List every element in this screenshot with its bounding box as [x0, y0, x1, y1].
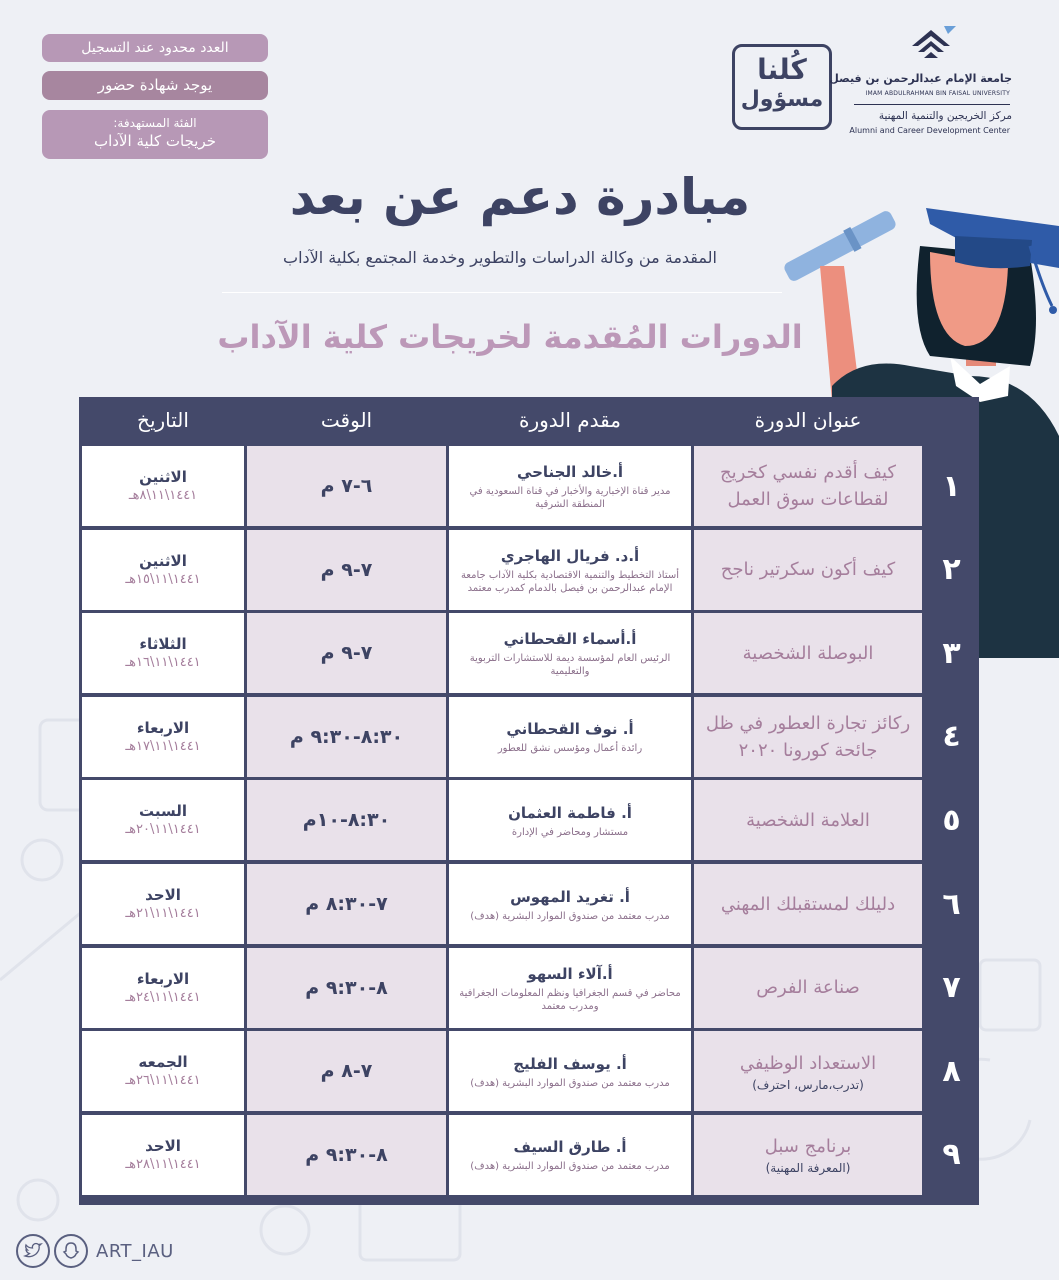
- presenter-role: الرئيس العام لمؤسسة ديمة للاستشارات التربوية والتعليمية: [469, 653, 671, 678]
- course-hijri-date: ١٤٤١\١١\٢٦هـ: [125, 1073, 201, 1089]
- course-title-cell: [694, 613, 922, 693]
- university-name-ar: جامعة الإمام عبدالرحمن بن فيصل: [829, 72, 1012, 85]
- course-hijri-date: ١٤٤١\١١\١٦هـ: [125, 655, 201, 671]
- twitter-icon[interactable]: [16, 1234, 50, 1268]
- presenter-cell: [449, 613, 691, 693]
- course-note: (المعرفة المهنية): [765, 1161, 851, 1176]
- course-title: كيف أكون سكرتير ناجح: [720, 559, 896, 581]
- social-handle[interactable]: ART_IAU: [96, 1240, 174, 1262]
- course-time: ٧-٨ م: [320, 1060, 373, 1083]
- row-number: ٦: [942, 886, 961, 922]
- center-name-en: Alumni and Career Development Center: [849, 126, 1010, 135]
- presenter-name: أ. نوف القحطاني: [506, 720, 634, 739]
- header-date: التاريخ: [137, 408, 189, 432]
- table-row: [79, 446, 979, 526]
- time-cell: [247, 446, 446, 526]
- row-number: ٥: [942, 802, 961, 838]
- presenter-name: أ. طارق السيف: [513, 1138, 627, 1157]
- table-row: [79, 613, 979, 693]
- slogan-line-2: مسؤول: [740, 87, 824, 112]
- divider: [222, 292, 782, 293]
- time-cell: [247, 780, 446, 860]
- header-presenter: مقدم الدورة: [518, 408, 621, 432]
- table-row: [79, 780, 979, 860]
- course-time: ٧-٨:٣٠ م: [305, 893, 388, 915]
- time-cell: [247, 530, 446, 610]
- date-cell: [82, 613, 244, 693]
- course-title: العلامة الشخصية: [746, 809, 870, 831]
- time-cell: [247, 1031, 446, 1111]
- course-day: الاربعاء: [136, 969, 190, 988]
- certificate-pill: يوجد شهادة حضور: [42, 71, 268, 100]
- course-day: السبت: [138, 802, 188, 821]
- course-day: الاربعاء: [136, 718, 190, 737]
- courses-table: [79, 397, 979, 1205]
- slogan-line-1: كُلنا: [757, 53, 807, 86]
- course-title: ركائز تجارة العطور في ظل جائحة كورونا ٢٠٢٠: [705, 712, 911, 761]
- table-row: [79, 530, 979, 610]
- presenter-role: مدير قناة الإخبارية والأخبار في قناة السعودية في المنطقة الشرقية: [469, 486, 671, 510]
- date-cell: [82, 697, 244, 777]
- course-day: الاحد: [145, 1136, 181, 1155]
- course-title-cell: [694, 948, 922, 1028]
- header-title: عنوان الدورة: [754, 408, 862, 432]
- course-day: الاحد: [145, 886, 181, 904]
- university-emblem-icon: [904, 24, 958, 68]
- center-name-ar: مركز الخريجين والتنمية المهنية: [878, 110, 1012, 122]
- presenter-cell: [449, 446, 691, 526]
- course-hijri-date: ١٤٤١\١١\١٥هـ: [125, 571, 201, 587]
- time-cell: [247, 697, 446, 777]
- course-day: الاثنين: [139, 468, 187, 486]
- presenter-name: أ. يوسف الفليج: [513, 1054, 627, 1073]
- page-subtitle: المقدمة من وكالة الدراسات والتطوير وخدمة المجتمع بكلية الآداب: [283, 248, 717, 267]
- presenter-cell: [449, 1115, 691, 1195]
- row-number: ٣: [942, 635, 961, 671]
- course-title-cell: [694, 864, 922, 944]
- audience-label: الفئة المستهدفة:: [113, 116, 197, 130]
- course-hijri-date: ١٤٤١\١١\٢٨هـ: [125, 1156, 201, 1172]
- course-title: كيف أقدم نفسي كخريج لقطاعات سوق العمل: [720, 462, 896, 510]
- table-row: [79, 697, 979, 777]
- presenter-name: أ.خالد الجناحي: [516, 463, 624, 481]
- presenter-role: مدرب معتمد من صندوق الموارد البشرية (هدف): [470, 1077, 670, 1089]
- course-day: الجمعه: [138, 1053, 188, 1072]
- audience-value: خريجات كلية الآداب: [94, 132, 216, 150]
- course-title-cell: [694, 530, 922, 610]
- table-row: [79, 948, 979, 1028]
- course-title-cell: [694, 1115, 922, 1195]
- table-header: [79, 397, 924, 443]
- presenter-cell: [449, 864, 691, 944]
- kulluna-masool-logo: [732, 44, 832, 130]
- course-title-cell: [694, 446, 922, 526]
- presenter-cell: [449, 948, 691, 1028]
- presenter-name: أ.د. فريال الهاجري: [500, 546, 640, 565]
- date-cell: [82, 446, 244, 526]
- university-logo: [829, 24, 1012, 139]
- presenter-cell: [449, 1031, 691, 1111]
- presenter-role: محاضر في قسم الجغرافيا ونظم المعلومات الجغرافية ومدرب معتمد: [459, 987, 681, 1012]
- logo-divider: [854, 104, 1010, 105]
- course-time: ٨-٩:٣٠ م: [305, 976, 388, 999]
- time-cell: [247, 613, 446, 693]
- presenter-role: رائدة أعمال ومؤسس نشق للعطور: [497, 743, 643, 755]
- presenter-role: مستشار ومحاضر في الإدارة: [511, 826, 629, 838]
- limited-seats-pill: العدد محدود عند التسجيل: [42, 34, 268, 62]
- course-hijri-date: ١٤٤١\١١\٢٤هـ: [125, 989, 201, 1005]
- date-cell: [82, 948, 244, 1028]
- header-time: الوقت: [320, 408, 373, 432]
- date-cell: [82, 530, 244, 610]
- course-time: ٨:٣٠-١٠م: [302, 809, 391, 832]
- presenter-name: أ. فاطمة العثمان: [508, 803, 632, 822]
- course-title-cell: [694, 1031, 922, 1111]
- date-cell: [82, 780, 244, 860]
- snapchat-icon[interactable]: [54, 1234, 88, 1268]
- presenter-role: أستاذ التخطيط والتنمية الاقتصادية بكلية الآداب جامعة الإمام عبدالرحمن بن فيصل بالدمام كمدرب معتمد: [460, 569, 680, 594]
- page-title: مبادرة دعم عن بعد: [289, 168, 751, 226]
- time-cell: [247, 864, 446, 944]
- presenter-cell: [449, 530, 691, 610]
- target-audience-pill: [42, 110, 268, 159]
- course-title-cell: [694, 780, 922, 860]
- table-row: [79, 1115, 979, 1195]
- row-number: ٢: [942, 552, 961, 588]
- date-cell: [82, 1031, 244, 1111]
- time-cell: [247, 1115, 446, 1195]
- row-number: ٧: [942, 970, 961, 1006]
- presenter-role: مدرب معتمد من صندوق الموارد البشرية (هدف): [470, 910, 670, 922]
- course-title-cell: [694, 697, 922, 777]
- course-hijri-date: ١٤٤١\١١\٨هـ: [128, 488, 198, 503]
- university-name-en: IMAM ABDULRAHMAN BIN FAISAL UNIVERSITY: [865, 90, 1010, 97]
- presenter-cell: [449, 780, 691, 860]
- time-cell: [247, 948, 446, 1028]
- presenter-name: أ.أسماء القحطاني: [503, 630, 637, 649]
- course-time: ٦-٧ م: [320, 475, 373, 497]
- row-number: ١: [942, 468, 961, 504]
- course-time: ٧-٩ م: [320, 642, 373, 665]
- course-day: الثلاثاء: [139, 635, 187, 654]
- row-number: ٨: [942, 1053, 961, 1089]
- section-title: الدورات المُقدمة لخريجات كلية الآداب: [217, 318, 803, 356]
- course-note: (تدرب،مارس، احترف): [752, 1077, 864, 1092]
- course-time: ٧-٩ م: [320, 558, 373, 581]
- presenter-name: أ.آلاء السهو: [527, 964, 613, 983]
- presenter-role: مدرب معتمد من صندوق الموارد البشرية (هدف): [470, 1161, 670, 1173]
- presenter-name: أ. تغريد المهوس: [510, 887, 630, 906]
- table-row: [79, 1031, 979, 1111]
- course-day: الاثنين: [139, 551, 187, 570]
- course-hijri-date: ١٤٤١\١١\١٧هـ: [125, 738, 201, 754]
- course-time: ٨:٣٠-٩:٣٠ م: [289, 725, 404, 748]
- row-number: ٩: [942, 1137, 961, 1173]
- course-title: برنامج سبل: [764, 1136, 852, 1158]
- social-footer: [16, 1232, 174, 1270]
- course-title: دليلك لمستقبلك المهني: [720, 893, 896, 915]
- course-time: ٨-٩:٣٠ م: [305, 1143, 388, 1166]
- presenter-cell: [449, 697, 691, 777]
- course-title: صناعة الفرص: [756, 977, 860, 999]
- course-hijri-date: ١٤٤١\١١\٢٠هـ: [125, 822, 201, 838]
- table-row: [79, 864, 979, 944]
- date-cell: [82, 1115, 244, 1195]
- course-hijri-date: ١٤٤١\١١\٢١هـ: [125, 906, 201, 921]
- date-cell: [82, 864, 244, 944]
- course-title: الاستعداد الوظيفي: [739, 1052, 877, 1074]
- course-title: البوصلة الشخصية: [742, 642, 874, 664]
- row-number: ٤: [942, 719, 961, 755]
